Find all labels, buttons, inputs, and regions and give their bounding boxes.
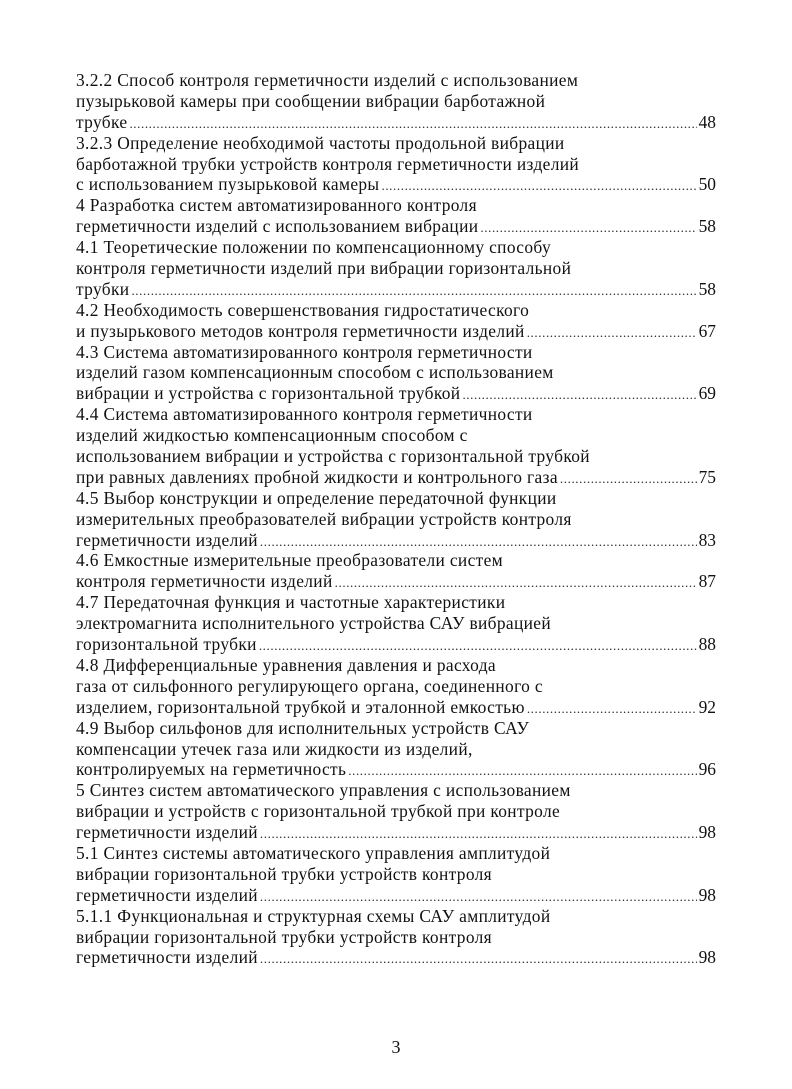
toc-entry-line: вибрации горизонтальной трубки устройств контроля: [76, 863, 493, 884]
toc-entry-line: 4.2 Необходимость совершенствования гидростатического: [76, 299, 530, 320]
toc-entry: [76, 843, 716, 906]
toc-entry-last-line: [76, 759, 716, 780]
toc-entry-line: герметичности изделий с использованием вибрации: [76, 216, 479, 237]
page-number: 3: [391, 1037, 401, 1057]
toc-entry: [76, 133, 716, 196]
toc-entry-line: 4.5 Выбор конструкции и определение передаточной функции: [76, 487, 557, 508]
toc-entry-line: изделий жидкостью компенсационным способом с: [76, 425, 468, 446]
toc-entry: [76, 70, 716, 133]
toc-entry-last-line: [76, 279, 716, 300]
toc-entry-last-line: [76, 571, 716, 592]
toc-entry: [76, 237, 716, 300]
toc-page-number: 83: [698, 529, 716, 550]
toc-page-number: 96: [698, 759, 716, 780]
toc-page-number: 75: [698, 466, 716, 487]
toc-entry-line: 4.3 Система автоматизированного контроля герметичности: [76, 341, 533, 362]
toc-entry-line: трубке: [76, 111, 128, 132]
toc-entry-line: 3.2.3 Определение необходимой частоты продольной вибрации: [76, 132, 565, 153]
dot-leader: [462, 385, 696, 406]
toc-page-number: 98: [698, 947, 716, 968]
toc-entry: [76, 780, 716, 843]
toc-entry-last-line: [76, 530, 716, 551]
toc-entry-line: 5 Синтез систем автоматического управления с использованием: [76, 780, 571, 801]
toc-page-number: 92: [698, 696, 716, 717]
toc-entry-line: трубки: [76, 278, 130, 299]
toc-entry: [76, 550, 716, 592]
toc-entry-last-line: [76, 112, 716, 133]
toc-entry-last-line: [76, 822, 716, 843]
toc-entry-line: с использованием пузырьковой камеры: [76, 174, 380, 195]
toc-entry-line: контролируемых на герметичность: [76, 759, 347, 780]
toc-page-number: 67: [698, 320, 716, 341]
toc-entry-line: при равных давлениях пробной жидкости и контрольного газа: [76, 466, 558, 487]
toc-page-number: 98: [698, 822, 716, 843]
toc-page-number: 87: [698, 571, 716, 592]
dot-leader: [480, 218, 696, 239]
dot-leader: [260, 887, 697, 908]
toc-entry: [76, 655, 716, 718]
toc-entry-line: герметичности изделий: [76, 884, 258, 905]
toc-entry-line: 4.6 Емкостные измерительные преобразователи систем: [76, 550, 504, 571]
dot-leader: [260, 949, 697, 970]
table-of-contents: [76, 70, 716, 968]
toc-entry-line: изделий газом компенсационным способом с использованием: [76, 362, 554, 383]
toc-entry-last-line: [76, 947, 716, 968]
dot-leader: [527, 323, 697, 344]
toc-entry-last-line: [76, 383, 716, 404]
toc-entry-last-line: [76, 321, 716, 342]
toc-page-number: 98: [698, 884, 716, 905]
toc-entry-line: вибрации горизонтальной трубки устройств контроля: [76, 926, 493, 947]
toc-page-number: 88: [698, 634, 716, 655]
dot-leader: [527, 699, 697, 720]
toc-entry-last-line: [76, 634, 716, 655]
toc-entry: [76, 718, 716, 781]
dot-leader: [381, 176, 696, 197]
toc-entry-last-line: [76, 216, 716, 237]
toc-entry-line: вибрации и устройства с горизонтальной трубкой: [76, 383, 461, 404]
toc-page-number: 69: [698, 383, 716, 404]
toc-entry-line: герметичности изделий: [76, 947, 258, 968]
toc-entry-last-line: [76, 467, 716, 488]
toc-entry-line: компенсации утечек газа или жидкости из изделий,: [76, 738, 473, 759]
dot-leader: [260, 824, 697, 845]
toc-entry: [76, 404, 716, 488]
dot-leader: [129, 114, 696, 135]
toc-entry-line: измерительных преобразователей вибрации устройств контроля: [76, 508, 572, 529]
toc-entry: [76, 342, 716, 405]
toc-entry-line: 4.1 Теоретические положении по компенсационному способу: [76, 237, 552, 258]
toc-page-number: 50: [698, 174, 716, 195]
dot-leader: [335, 573, 697, 594]
dot-leader: [259, 636, 697, 657]
dot-leader: [348, 761, 696, 782]
toc-entry-line: пузырьковой камеры при сообщении вибрации барботажной: [76, 90, 546, 111]
toc-entry: [76, 488, 716, 551]
toc-entry-line: горизонтальной трубки: [76, 634, 257, 655]
toc-entry: [76, 195, 716, 237]
toc-entry-line: контроля герметичности изделий при вибрации горизонтальной: [76, 258, 572, 279]
toc-entry-line: 5.1.1 Функциональная и структурная схемы САУ амплитудой: [76, 905, 551, 926]
toc-page-number: 48: [698, 111, 716, 132]
dot-leader: [131, 281, 696, 302]
toc-entry-line: герметичности изделий: [76, 822, 258, 843]
toc-entry-line: вибрации и устройств с горизонтальной трубкой при контроле: [76, 801, 561, 822]
toc-entry-line: изделием, горизонтальной трубкой и эталонной емкостью: [76, 696, 525, 717]
toc-entry-line: 4 Разработка систем автоматизированного контроля: [76, 195, 477, 216]
toc-entry-last-line: [76, 174, 716, 195]
toc-entry-line: 4.8 Дифференциальные уравнения давления и расхода: [76, 654, 496, 675]
toc-entry-line: 5.1 Синтез системы автоматического управления амплитудой: [76, 842, 551, 863]
toc-entry-last-line: [76, 697, 716, 718]
toc-entry-line: и пузырькового методов контроля герметичности изделий: [76, 320, 525, 341]
toc-entry-last-line: [76, 885, 716, 906]
toc-entry: [76, 906, 716, 969]
toc-entry-line: герметичности изделий: [76, 529, 258, 550]
toc-entry: [76, 592, 716, 655]
toc-entry-line: электромагнита исполнительного устройства САУ вибрацией: [76, 613, 552, 634]
toc-entry-line: 3.2.2 Способ контроля герметичности изделий с использованием: [76, 70, 579, 90]
toc-page-number: 58: [698, 216, 716, 237]
dot-leader: [560, 469, 697, 490]
toc-entry: [76, 300, 716, 342]
toc-entry-line: контроля герметичности изделий: [76, 571, 333, 592]
toc-entry-line: 4.7 Передаточная функция и частотные характеристики: [76, 592, 506, 613]
toc-entry-line: 4.4 Система автоматизированного контроля герметичности: [76, 404, 533, 425]
toc-entry-line: газа от сильфонного регулирующего органа, соединенного с: [76, 675, 543, 696]
toc-entry-line: использованием вибрации и устройства с горизонтальной трубкой: [76, 446, 590, 467]
toc-page-number: 58: [698, 278, 716, 299]
dot-leader: [260, 532, 697, 553]
toc-entry-line: барботажной трубки устройств контроля герметичности изделий: [76, 153, 580, 174]
toc-entry-line: 4.9 Выбор сильфонов для исполнительных устройств САУ: [76, 717, 530, 738]
